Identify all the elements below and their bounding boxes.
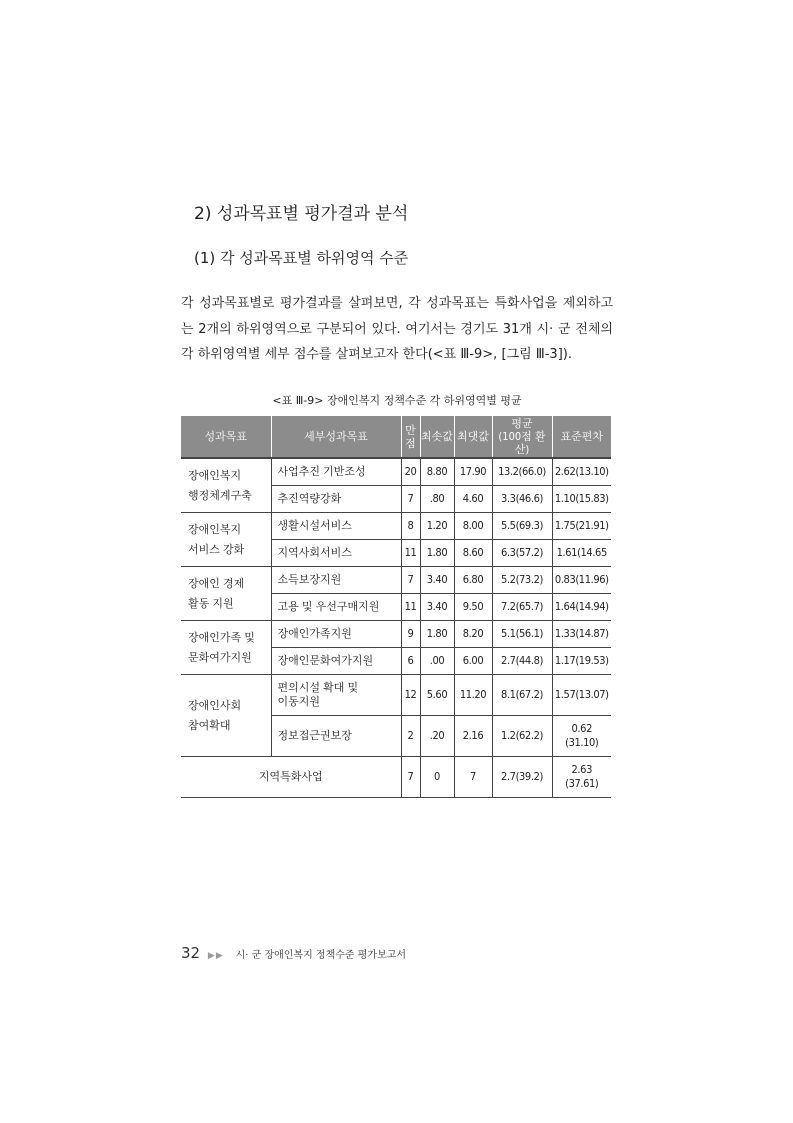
full-score-cell: 7 [401, 486, 420, 513]
full-score-cell: 2 [401, 716, 420, 757]
min-cell: 1.80 [420, 621, 454, 648]
full-score-cell: 11 [401, 540, 420, 567]
max-cell: 8.20 [454, 621, 492, 648]
goal-line-1: 장애인복지 [188, 468, 242, 482]
max-cell: 8.00 [454, 513, 492, 540]
header-avg-a: 평균 [511, 417, 533, 430]
subgoal-cell: 추진역량강화 [271, 486, 401, 513]
max-cell: 8.60 [454, 540, 492, 567]
subgoal-cell [271, 675, 401, 716]
sd-line-2: (31.10) [565, 736, 599, 749]
sd-cell [552, 716, 611, 757]
table-caption: <표 Ⅲ-9> 장애인복지 정책수준 각 하위영역별 평균 [272, 394, 522, 407]
page-footer [181, 944, 406, 962]
subgoal-cell: 지역사회서비스 [271, 540, 401, 567]
sd-line-1: 2.63 [571, 763, 592, 776]
subgoal-cell: 소득보장지원 [271, 567, 401, 594]
double-arrow-icon: ▶▶ [207, 951, 224, 961]
goal-line-1: 장애인사회 [188, 698, 242, 712]
full-score-cell: 6 [401, 648, 420, 675]
sd-cell: 1.64(14.94) [552, 594, 611, 621]
header-goal: 성과목표 [181, 416, 271, 458]
avg-cell: 13.2(66.0) [492, 458, 552, 486]
avg-cell: 7.2(65.7) [492, 594, 552, 621]
avg-cell: 8.1(67.2) [492, 675, 552, 716]
avg-cell: 5.1(56.1) [492, 621, 552, 648]
sd-cell: 1.75(21.91) [552, 513, 611, 540]
goal-line-2: 활동 지원 [188, 596, 234, 610]
goal-cell [181, 621, 271, 675]
sd-line-1: 0.62 [571, 722, 592, 735]
sd-cell: 1.61(14.65 [552, 540, 611, 567]
min-cell: .20 [420, 716, 454, 757]
goal-cell [181, 675, 271, 757]
goal-line-1: 장애인 경제 [188, 576, 245, 590]
min-cell: .80 [420, 486, 454, 513]
max-cell: 6.80 [454, 567, 492, 594]
subgoal-line-2: 이동지원 [277, 695, 321, 708]
max-cell: 2.16 [454, 716, 492, 757]
table-header-row [181, 416, 611, 458]
header-max: 최댓값 [454, 416, 492, 458]
header-average [492, 416, 552, 458]
subgoal-cell: 정보접근권보장 [271, 716, 401, 757]
avg-cell: 5.2(73.2) [492, 567, 552, 594]
min-cell: 1.80 [420, 540, 454, 567]
evaluation-table [181, 416, 611, 798]
max-cell: 7 [454, 757, 492, 798]
header-full-score [401, 416, 420, 458]
footer-title: 시· 군 장애인복지 정책수준 평가보고서 [235, 950, 407, 961]
goal-cell [181, 567, 271, 621]
sd-line-2: (37.61) [565, 777, 599, 790]
min-cell: 8.80 [420, 458, 454, 486]
sd-cell: 1.10(15.83) [552, 486, 611, 513]
full-score-cell: 8 [401, 513, 420, 540]
max-cell: 17.90 [454, 458, 492, 486]
table-row [181, 621, 611, 648]
max-cell: 11.20 [454, 675, 492, 716]
avg-cell: 6.3(57.2) [492, 540, 552, 567]
full-score-cell: 20 [401, 458, 420, 486]
sd-cell: 1.33(14.87) [552, 621, 611, 648]
min-cell: 1.20 [420, 513, 454, 540]
min-cell: 3.40 [420, 594, 454, 621]
min-cell: 5.60 [420, 675, 454, 716]
avg-cell: 5.5(69.3) [492, 513, 552, 540]
body-paragraph: 각 성과목표별로 평가결과를 살펴보면, 각 성과목표는 특화사업을 제외하고는 2개의 하위영역으로 구분되어 있다. 여기서는 경기도 31개 시· 군 전체의 각 하위영역별 세부 점수를 살펴보고자 한다(<표 Ⅲ-9>, [그림 Ⅲ-3]). [181, 296, 613, 362]
subsection-heading: (1) 각 성과목표별 하위영역 수준 [194, 249, 409, 267]
goal-line-1: 장애인복지 [188, 522, 242, 536]
goal-line-1: 장애인가족 및 [188, 630, 255, 644]
max-cell: 6.00 [454, 648, 492, 675]
full-score-cell: 12 [401, 675, 420, 716]
sd-cell: 1.57(13.07) [552, 675, 611, 716]
avg-cell: 2.7(39.2) [492, 757, 552, 798]
goal-cell [181, 513, 271, 567]
subgoal-cell: 생활시설서비스 [271, 513, 401, 540]
avg-cell: 2.7(44.8) [492, 648, 552, 675]
subgoal-cell: 장애인문화여가지원 [271, 648, 401, 675]
header-min: 최솟값 [420, 416, 454, 458]
header-full-a: 만 [405, 423, 416, 437]
subgoal-cell: 사업추진 기반조성 [271, 458, 401, 486]
subgoal-cell: 장애인가족지원 [271, 621, 401, 648]
header-subgoal: 세부성과목표 [271, 416, 401, 458]
min-cell: 0 [420, 757, 454, 798]
goal-line-2: 참여확대 [188, 718, 231, 732]
avg-cell: 1.2(62.2) [492, 716, 552, 757]
table-row [181, 458, 611, 486]
max-cell: 9.50 [454, 594, 492, 621]
min-cell: 3.40 [420, 567, 454, 594]
min-cell: .00 [420, 648, 454, 675]
header-sd: 표준편차 [552, 416, 611, 458]
sd-cell: 2.62(13.10) [552, 458, 611, 486]
goal-line-2: 문화여가지원 [188, 650, 252, 664]
page-number: 32 [181, 944, 201, 962]
section-heading: 2) 성과목표별 평가결과 분석 [194, 204, 409, 224]
sd-cell: 0.83(11.96) [552, 567, 611, 594]
header-full-b: 점 [405, 436, 416, 450]
subgoal-cell: 고용 및 우선구매지원 [271, 594, 401, 621]
sd-cell: 1.17(19.53) [552, 648, 611, 675]
full-score-cell: 9 [401, 621, 420, 648]
subgoal-line-1: 편의시설 확대 및 [277, 681, 359, 694]
table-row [181, 757, 611, 798]
table-row [181, 567, 611, 594]
goal-line-2: 행정체계구축 [188, 488, 252, 502]
avg-cell: 3.3(46.6) [492, 486, 552, 513]
table-row [181, 513, 611, 540]
full-score-cell: 7 [401, 757, 420, 798]
max-cell: 4.60 [454, 486, 492, 513]
goal-line-2: 서비스 강화 [188, 542, 245, 556]
table-row [181, 675, 611, 716]
goal-cell [181, 458, 271, 513]
sd-cell [552, 757, 611, 798]
full-score-cell: 11 [401, 594, 420, 621]
special-label-cell: 지역특화사업 [181, 757, 401, 798]
header-avg-b: (100점 환산) [498, 430, 546, 456]
full-score-cell: 7 [401, 567, 420, 594]
